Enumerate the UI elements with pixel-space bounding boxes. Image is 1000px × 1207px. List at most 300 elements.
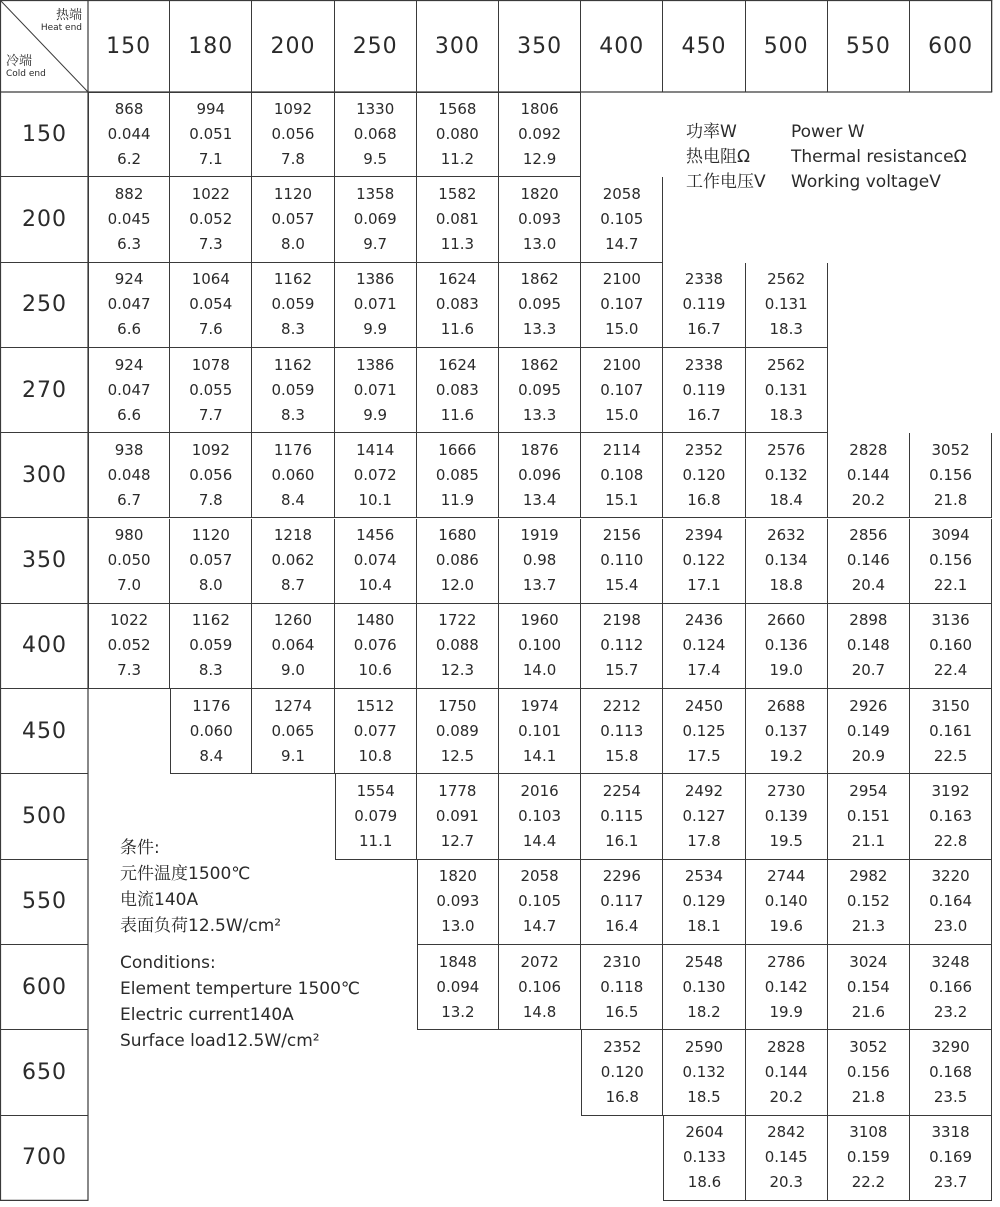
cell-resistance: 0.074 [353,551,397,570]
table-cell [499,689,581,774]
table-cell [88,263,170,348]
cell-voltage: 15.7 [605,661,639,680]
cell-power: 1820 [520,184,559,203]
cell-resistance: 0.057 [271,209,315,228]
cell-voltage: 12.3 [440,661,475,680]
table-cell [663,860,745,945]
cell-power: 2016 [520,782,559,801]
cell-power: 980 [114,526,144,545]
table-cell [828,1030,910,1115]
cell-power: 2100 [602,270,641,289]
table-cell [581,1030,663,1115]
cell-resistance: 0.156 [846,1062,890,1081]
table-cell [499,263,581,348]
cell-resistance: 0.065 [271,721,315,740]
conditions-en [120,950,360,1054]
cell-resistance: 0.092 [518,125,562,144]
cell-voltage: 16.1 [605,832,639,851]
cell-resistance: 0.069 [353,209,397,228]
cell-voltage: 14.0 [522,661,557,680]
table-cell [170,433,252,518]
cell-voltage: 20.4 [851,576,886,595]
cell-resistance: 0.094 [436,977,480,996]
cell-resistance: 0.156 [929,551,973,570]
cell-power: 2562 [767,270,806,289]
cell-power: 1666 [438,440,477,459]
conditions-cn-title: 条件: [120,838,160,858]
heat-end-cn: 热端 [55,8,82,23]
cell-voltage: 8.4 [281,490,305,509]
legend-resistance-en: Thermal resistanceΩ [791,147,967,167]
cell-voltage: 20.9 [851,746,886,765]
cell-power: 2072 [520,952,559,971]
cell-resistance: 0.096 [518,465,562,484]
table-cell [252,604,334,689]
table-cell [499,945,581,1030]
table-cell [88,92,170,177]
cell-voltage: 23.5 [933,1087,968,1106]
cell-power: 2632 [767,526,806,545]
cell-resistance: 0.137 [764,721,808,740]
table-cell [88,519,170,604]
cell-power: 1064 [191,270,230,289]
row-header: 150 [0,92,88,177]
column-header: 150 [88,0,170,92]
cell-power: 3052 [931,440,970,459]
conditions-en-temp: Element temperture 1500℃ [120,979,360,999]
table-cell [828,945,910,1030]
cell-resistance: 0.079 [354,807,398,826]
cell-voltage: 13.0 [522,234,557,253]
cell-voltage: 13.3 [522,405,557,424]
cell-resistance: 0.112 [600,636,644,655]
table-cell [417,348,499,433]
cell-resistance: 0.154 [846,977,890,996]
cell-voltage: 17.5 [687,746,721,765]
cell-voltage: 16.7 [687,405,721,424]
cell-power: 1554 [356,782,395,801]
cell-power: 3052 [849,1037,888,1056]
table-cell [828,604,910,689]
cell-power: 1624 [438,270,477,289]
cell-resistance: 0.122 [682,551,726,570]
cell-voltage: 6.6 [117,320,142,339]
cell-resistance: 0.045 [107,209,151,228]
cell-resistance: 0.124 [682,636,726,655]
table-cell [88,177,170,262]
cell-power: 3024 [849,952,888,971]
table-cell [581,519,663,604]
cell-power: 2534 [684,867,724,886]
cell-resistance: 0.156 [929,465,973,484]
row-header: 450 [0,689,88,774]
cell-voltage: 17.1 [687,576,721,595]
cell-power: 1330 [356,100,395,119]
cell-power: 1974 [520,696,559,715]
cell-resistance: 0.101 [518,721,562,740]
cell-voltage: 19.0 [769,661,803,680]
legend-voltage-en: Working voltageV [791,172,941,192]
cell-power: 2352 [684,440,724,459]
cell-voltage: 6.3 [117,234,142,253]
cell-power: 3094 [931,526,970,545]
cell-resistance: 0.105 [600,209,644,228]
cell-voltage: 8.7 [281,576,305,595]
row-header: 550 [0,860,88,945]
cell-voltage: 18.5 [687,1087,721,1106]
cell-power: 2730 [767,782,806,801]
cell-power: 2058 [602,184,641,203]
cell-power: 2114 [602,440,641,459]
table-cell [663,348,745,433]
cell-power: 2982 [849,867,888,886]
cell-resistance: 0.064 [271,636,315,655]
table-cell [417,774,499,859]
cell-voltage: 20.2 [851,490,886,509]
cell-resistance: 0.059 [271,295,315,314]
cell-resistance: 0.062 [271,551,315,570]
cell-power: 2492 [684,782,724,801]
legend [686,120,967,195]
table-cell [746,774,828,859]
cell-resistance: 0.083 [435,295,479,314]
cell-voltage: 23.0 [933,917,968,936]
conditions-cn [120,835,281,939]
cell-power: 1078 [191,355,230,374]
cell-resistance: 0.131 [764,295,808,314]
table-cell [417,945,499,1030]
cell-resistance: 0.060 [271,465,315,484]
cell-voltage: 21.8 [851,1087,886,1106]
cell-power: 2660 [767,611,806,630]
table-cell [499,604,581,689]
cell-voltage: 10.8 [358,746,392,765]
cell-voltage: 18.2 [687,1002,721,1021]
cell-resistance: 0.164 [929,892,973,911]
row-header: 270 [0,348,88,433]
cell-resistance: 0.051 [189,125,233,144]
cell-power: 1582 [438,184,477,203]
cell-resistance: 0.057 [189,551,233,570]
table-cell [252,433,334,518]
table-cell [663,1030,745,1115]
cell-resistance: 0.161 [929,721,973,740]
table-cell [910,519,992,604]
table-cell [581,860,663,945]
cell-power: 2576 [767,440,806,459]
cell-resistance: 0.115 [600,807,644,826]
cell-power: 994 [196,100,226,119]
table-cell [746,860,828,945]
cell-voltage: 9.1 [281,746,305,765]
cell-resistance: 0.113 [600,721,644,740]
cell-voltage: 11.1 [358,832,393,851]
cell-resistance: 0.169 [929,1148,973,1167]
cell-voltage: 11.3 [440,234,475,253]
table-cell [335,774,417,859]
cell-power: 1358 [356,184,395,203]
cell-power: 1778 [438,782,477,801]
table-cell [910,1116,992,1201]
cell-power: 1162 [191,611,230,630]
column-header: 250 [335,0,417,92]
cell-power: 2338 [684,270,724,289]
cell-voltage: 6.6 [117,405,142,424]
cell-voltage: 20.2 [769,1087,803,1106]
table-cell [252,348,334,433]
cell-voltage: 10.6 [358,661,392,680]
cell-voltage: 21.3 [851,917,886,936]
cell-resistance: 0.142 [764,977,808,996]
cell-voltage: 21.8 [933,490,968,509]
table-cell [581,348,663,433]
cell-power: 1750 [438,696,477,715]
cell-power: 2842 [767,1123,806,1142]
table-cell [746,433,828,518]
table-cell [170,348,252,433]
cell-voltage: 13.7 [522,576,557,595]
cell-resistance: 0.144 [846,465,890,484]
cell-power: 2198 [602,611,641,630]
cell-resistance: 0.166 [929,977,973,996]
cell-resistance: 0.095 [518,380,562,399]
row-header: 300 [0,433,88,518]
row-header: 400 [0,604,88,689]
cell-voltage: 19.6 [769,917,803,936]
row-header: 700 [0,1116,88,1201]
column-header: 500 [746,0,828,92]
cell-voltage: 21.1 [851,832,886,851]
cell-resistance: 0.083 [435,380,479,399]
cell-resistance: 0.118 [600,977,644,996]
cell-power: 2436 [684,611,724,630]
cell-power: 2338 [684,355,724,374]
cell-voltage: 14.7 [522,917,557,936]
cell-voltage: 9.5 [363,150,388,169]
cell-resistance: 0.077 [353,721,397,740]
cell-voltage: 14.4 [522,832,557,851]
cell-resistance: 0.072 [353,465,397,484]
cell-resistance: 0.106 [518,977,562,996]
row-header: 250 [0,263,88,348]
cell-power: 1806 [520,100,559,119]
conditions-cn-load: 表面负荷12.5W/cm² [120,916,282,936]
cell-resistance: 0.129 [682,892,726,911]
cell-power: 1260 [273,611,313,630]
table-cell [828,519,910,604]
cell-power: 3192 [931,782,970,801]
cell-resistance: 0.127 [682,807,726,826]
cell-voltage: 16.8 [687,490,721,509]
cell-power: 1862 [520,270,559,289]
cell-resistance: 0.134 [764,551,808,570]
cell-resistance: 0.133 [683,1148,726,1167]
table-cell [746,519,828,604]
table-cell [663,774,745,859]
cell-voltage: 14.7 [605,234,639,253]
cell-power: 1162 [273,355,313,374]
cell-power: 1848 [438,952,477,971]
table-cell [663,1116,745,1201]
cell-voltage: 18.3 [769,320,803,339]
table-cell [581,945,663,1030]
cell-power: 1820 [438,867,477,886]
table-cell [746,604,828,689]
cell-voltage: 15.0 [605,320,639,339]
cell-resistance: 0.100 [518,636,562,655]
cell-voltage: 7.0 [117,576,142,595]
cell-resistance: 0.071 [353,295,397,314]
table-cell [499,177,581,262]
cell-voltage: 8.4 [199,746,224,765]
table-cell [252,92,334,177]
cell-power: 1624 [438,355,477,374]
cell-resistance: 0.095 [518,295,562,314]
cell-power: 1274 [273,696,313,715]
table-cell [910,945,992,1030]
cell-power: 2856 [849,526,888,545]
cell-resistance: 0.107 [600,295,644,314]
cell-power: 3136 [931,611,970,630]
table-cell [335,519,417,604]
cold-end-en: Cold end [6,69,46,79]
cell-power: 1022 [110,611,149,630]
cell-resistance: 0.132 [764,465,808,484]
cell-voltage: 8.0 [198,576,223,595]
cell-power: 1456 [356,526,395,545]
table-cell [828,860,910,945]
table-cell [335,604,417,689]
table-cell [910,1030,992,1115]
table-cell [88,604,170,689]
cell-voltage: 7.1 [198,150,223,169]
cell-resistance: 0.105 [518,892,562,911]
cell-power: 2254 [602,782,641,801]
cell-power: 1512 [356,696,395,715]
table-cell [663,689,745,774]
cell-voltage: 8.3 [198,661,223,680]
cell-voltage: 20.7 [851,661,886,680]
cell-resistance: 0.044 [107,125,151,144]
cell-resistance: 0.093 [436,892,480,911]
cell-resistance: 0.119 [682,380,726,399]
table-cell [417,92,499,177]
cell-voltage: 7.6 [198,320,223,339]
cell-resistance: 0.048 [107,465,151,484]
legend-resistance-cn: 热电阻Ω [686,147,750,167]
table-cell [581,774,663,859]
table-cell [417,263,499,348]
legend-voltage-cn: 工作电压V [686,172,766,192]
table-cell [417,689,499,774]
cell-voltage: 22.5 [933,746,968,765]
table-cell [170,604,252,689]
table-cell [910,604,992,689]
cell-voltage: 19.2 [769,746,803,765]
table-cell [499,774,581,859]
table-cell [499,519,581,604]
cell-power: 2296 [602,867,641,886]
cell-power: 924 [114,270,144,289]
table-cell [417,860,499,945]
conditions-cn-current: 电流140A [120,890,199,910]
cell-voltage: 7.8 [198,490,223,509]
table-cell [746,348,828,433]
cell-voltage: 22.1 [933,576,968,595]
legend-power-cn: 功率W [686,122,737,142]
cell-voltage: 17.4 [687,661,721,680]
cell-voltage: 19.5 [769,832,803,851]
cell-voltage: 20.3 [769,1173,803,1192]
cell-resistance: 0.119 [682,295,726,314]
cell-power: 882 [114,184,144,203]
cell-resistance: 0.076 [353,636,397,655]
cell-resistance: 0.144 [764,1062,808,1081]
cell-resistance: 0.059 [189,636,233,655]
cell-power: 1162 [273,270,313,289]
cell-power: 1480 [356,611,395,630]
cell-voltage: 11.6 [440,405,475,424]
cell-resistance: 0.103 [518,807,562,826]
cell-voltage: 7.3 [198,234,223,253]
conditions-en-title: Conditions: [120,953,216,973]
cell-resistance: 0.088 [435,636,479,655]
cell-voltage: 13.2 [441,1002,475,1021]
cell-power: 1176 [192,696,231,715]
cell-resistance: 0.052 [189,209,233,228]
column-header: 550 [828,0,910,92]
cell-power: 2156 [602,526,641,545]
table-cell [910,774,992,859]
cell-resistance: 0.98 [522,551,557,570]
cell-voltage: 18.6 [687,1173,722,1192]
cell-voltage: 8.3 [281,320,305,339]
cell-voltage: 16.5 [605,1002,639,1021]
legend-power-en: Power W [791,122,865,142]
table-cell [335,348,417,433]
cell-voltage: 23.2 [933,1002,968,1021]
table-cell [252,177,334,262]
table-corner-header [0,0,88,92]
cell-resistance: 0.107 [600,380,644,399]
cell-power: 1120 [273,184,313,203]
cell-power: 1876 [520,440,559,459]
cell-power: 3318 [931,1123,970,1142]
cell-resistance: 0.091 [435,807,479,826]
cell-voltage: 18.1 [687,917,721,936]
table-cell [335,433,417,518]
cell-voltage: 12.5 [440,746,475,765]
table-cell [663,604,745,689]
cell-resistance: 0.139 [764,807,808,826]
cell-power: 2548 [684,952,724,971]
column-header: 600 [910,0,992,92]
cell-voltage: 17.8 [687,832,721,851]
cell-resistance: 0.047 [107,295,151,314]
cell-voltage: 22.8 [933,832,968,851]
cell-resistance: 0.163 [929,807,973,826]
table-cell [417,519,499,604]
column-header: 300 [417,0,499,92]
cell-resistance: 0.052 [107,636,151,655]
cell-voltage: 16.7 [687,320,721,339]
cell-power: 2590 [684,1037,724,1056]
column-header: 350 [499,0,581,92]
table-cell [252,263,334,348]
table-cell [746,689,828,774]
cell-resistance: 0.056 [271,125,315,144]
cell-resistance: 0.093 [518,209,562,228]
